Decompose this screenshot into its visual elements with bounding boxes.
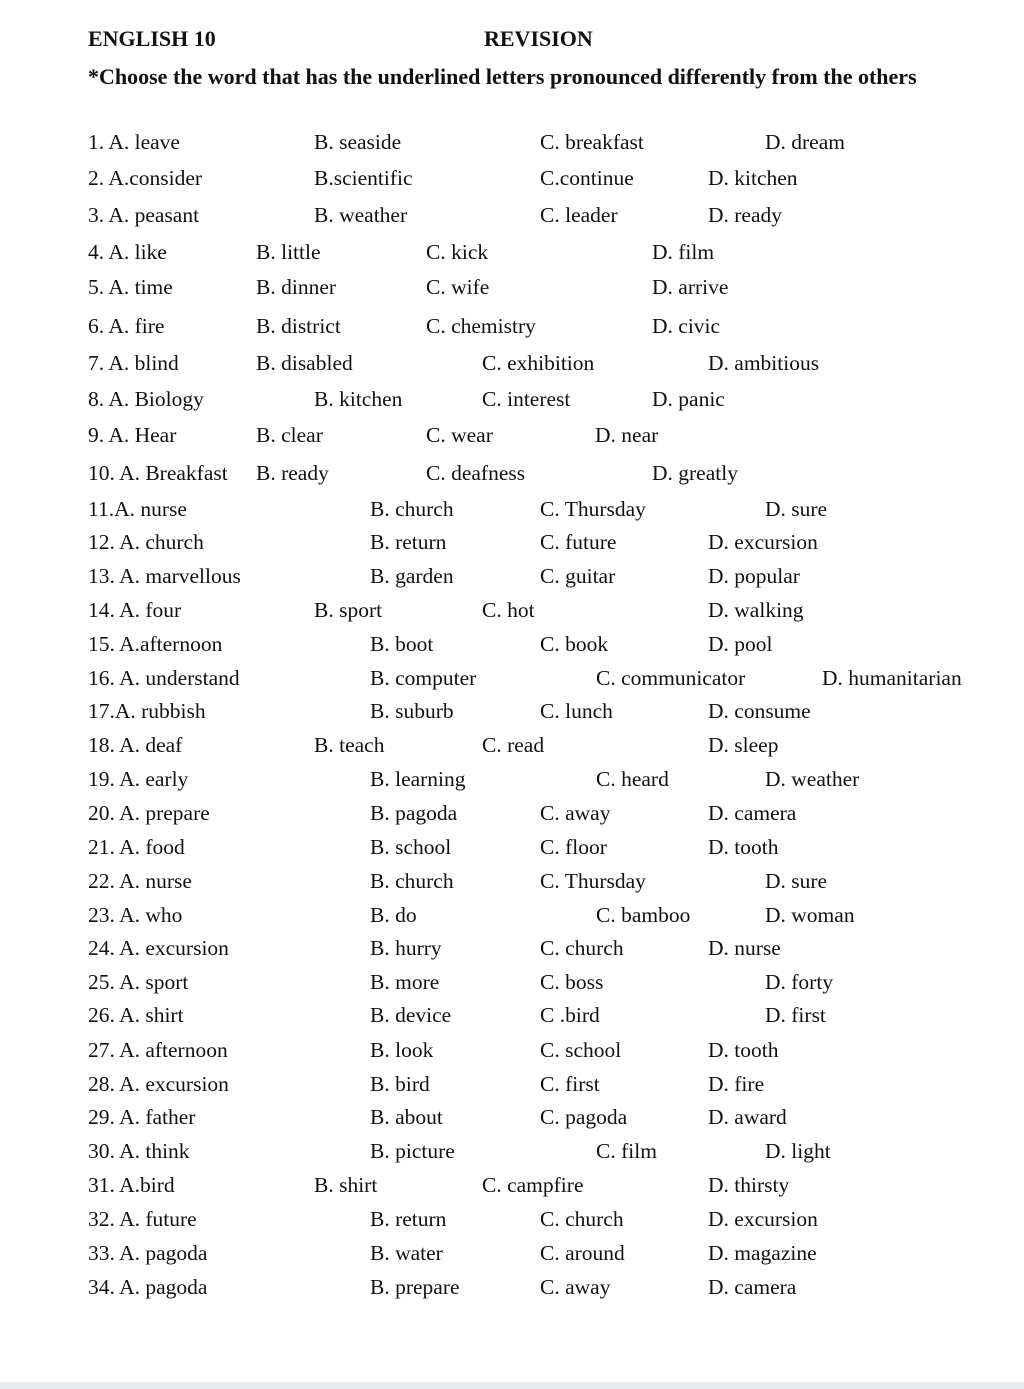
question-26-option-d: D. first <box>765 1003 826 1027</box>
question-row-14 <box>0 596 1024 626</box>
question-16-option-d: D. humanitarian <box>822 666 962 690</box>
question-29-option-a: 29. A. father <box>88 1105 196 1129</box>
question-row-25 <box>0 968 1024 998</box>
question-16-option-c: C. communicator <box>596 666 746 690</box>
question-10-option-a: 10. A. Breakfast <box>88 461 228 485</box>
question-34-option-c: C. away <box>540 1275 611 1299</box>
question-23-option-b: B. do <box>370 903 417 927</box>
question-21-option-d: D. tooth <box>708 835 779 859</box>
question-8-option-c: C. interest <box>482 387 571 411</box>
question-row-13 <box>0 562 1024 592</box>
question-29-option-c: C. pagoda <box>540 1105 628 1129</box>
question-25-option-a: 25. A. sport <box>88 970 189 994</box>
question-33-option-a: 33. A. pagoda <box>88 1241 208 1265</box>
question-20-option-d: D. camera <box>708 801 797 825</box>
question-11-option-d: D. sure <box>765 497 828 521</box>
question-20-option-c: C. away <box>540 801 611 825</box>
question-7-option-a: 7. A. blind <box>88 351 179 375</box>
question-18-option-a: 18. A. deaf <box>88 733 183 757</box>
question-20-option-a: 20. A. prepare <box>88 801 210 825</box>
question-row-33 <box>0 1239 1024 1269</box>
question-row-23 <box>0 901 1024 931</box>
question-16-option-b: B. computer <box>370 666 477 690</box>
question-row-28 <box>0 1070 1024 1100</box>
question-9-option-c: C. wear <box>426 423 493 447</box>
question-33-option-b: B. water <box>370 1241 443 1265</box>
question-12-option-c: C. future <box>540 530 617 554</box>
question-11-option-b: B. church <box>370 497 454 521</box>
question-28-option-c: C. first <box>540 1072 600 1096</box>
question-17-option-a: 17.A. rubbish <box>88 699 206 723</box>
question-14-option-b: B. sport <box>314 598 383 622</box>
question-31-option-d: D. thirsty <box>708 1173 790 1197</box>
question-7-option-d: D. ambitious <box>708 351 820 375</box>
question-1-option-a: 1. A. leave <box>88 130 180 154</box>
question-23-option-a: 23. A. who <box>88 903 183 927</box>
question-row-26 <box>0 1001 1024 1031</box>
question-row-4 <box>0 238 1024 268</box>
question-12-option-b: B. return <box>370 530 447 554</box>
question-row-29 <box>0 1103 1024 1133</box>
question-10-option-c: C. deafness <box>426 461 526 485</box>
question-34-option-a: 34. A. pagoda <box>88 1275 208 1299</box>
question-3-option-a: 3. A. peasant <box>88 203 200 227</box>
question-5-option-d: D. arrive <box>652 275 729 299</box>
question-13-option-a: 13. A. marvellous <box>88 564 241 588</box>
question-26-option-b: B. device <box>370 1003 452 1027</box>
question-31-option-a: 31. A.bird <box>88 1173 175 1197</box>
question-29-option-b: B. about <box>370 1105 443 1129</box>
question-row-1 <box>0 128 1024 158</box>
question-26-option-c: C .bird <box>540 1003 600 1027</box>
question-15-option-a: 15. A.afternoon <box>88 632 223 656</box>
question-29-option-d: D. award <box>708 1105 787 1129</box>
question-8-option-b: B. kitchen <box>314 387 403 411</box>
question-row-2 <box>0 164 1024 194</box>
question-28-option-d: D. fire <box>708 1072 765 1096</box>
question-row-19 <box>0 765 1024 795</box>
question-25-option-c: C. boss <box>540 970 604 994</box>
question-22-option-d: D. sure <box>765 869 828 893</box>
question-24-option-a: 24. A. excursion <box>88 936 229 960</box>
question-row-18 <box>0 731 1024 761</box>
question-19-option-c: C. heard <box>596 767 669 791</box>
question-row-7 <box>0 349 1024 379</box>
question-5-option-b: B. dinner <box>256 275 337 299</box>
question-11-option-c: C. Thursday <box>540 497 646 521</box>
question-2-option-d: D. kitchen <box>708 166 798 190</box>
question-row-30 <box>0 1137 1024 1167</box>
question-12-option-a: 12. A. church <box>88 530 204 554</box>
question-31-option-c: C. campfire <box>482 1173 584 1197</box>
question-9-option-a: 9. A. Hear <box>88 423 177 447</box>
question-row-20 <box>0 799 1024 829</box>
question-6-option-d: D. civic <box>652 314 721 338</box>
question-row-10 <box>0 459 1024 489</box>
question-13-option-d: D. popular <box>708 564 800 588</box>
question-11-option-a: 11.A. nurse <box>88 497 187 521</box>
question-row-15 <box>0 630 1024 660</box>
question-3-option-b: B. weather <box>314 203 408 227</box>
question-22-option-b: B. church <box>370 869 454 893</box>
question-row-32 <box>0 1205 1024 1235</box>
question-25-option-b: B. more <box>370 970 440 994</box>
question-13-option-b: B. garden <box>370 564 454 588</box>
question-24-option-b: B. hurry <box>370 936 442 960</box>
question-row-8 <box>0 385 1024 415</box>
question-30-option-b: B. picture <box>370 1139 455 1163</box>
question-8-option-d: D. panic <box>652 387 725 411</box>
question-2-option-a: 2. A.consider <box>88 166 203 190</box>
question-33-option-d: D. magazine <box>708 1241 817 1265</box>
question-32-option-d: D. excursion <box>708 1207 818 1231</box>
question-9-option-b: B. clear <box>256 423 323 447</box>
question-row-9 <box>0 421 1024 451</box>
question-14-option-d: D. walking <box>708 598 804 622</box>
question-4-option-a: 4. A. like <box>88 240 167 264</box>
bottom-border <box>0 1382 1024 1389</box>
question-row-31 <box>0 1171 1024 1201</box>
question-15-option-c: C. book <box>540 632 609 656</box>
question-24-option-c: C. church <box>540 936 624 960</box>
question-8-option-a: 8. A. Biology <box>88 387 204 411</box>
question-28-option-a: 28. A. excursion <box>88 1072 229 1096</box>
question-row-3 <box>0 201 1024 231</box>
question-15-option-d: D. pool <box>708 632 773 656</box>
question-row-22 <box>0 867 1024 897</box>
question-23-option-c: C. bamboo <box>596 903 691 927</box>
question-row-17 <box>0 697 1024 727</box>
question-1-option-d: D. dream <box>765 130 845 154</box>
question-22-option-c: C. Thursday <box>540 869 646 893</box>
question-14-option-a: 14. A. four <box>88 598 182 622</box>
question-10-option-d: D. greatly <box>652 461 738 485</box>
question-15-option-b: B. boot <box>370 632 434 656</box>
question-row-24 <box>0 934 1024 964</box>
question-34-option-b: B. prepare <box>370 1275 460 1299</box>
question-4-option-b: B. little <box>256 240 321 264</box>
question-20-option-b: B. pagoda <box>370 801 458 825</box>
question-27-option-b: B. look <box>370 1038 434 1062</box>
question-23-option-d: D. woman <box>765 903 855 927</box>
question-27-option-a: 27. A. afternoon <box>88 1038 228 1062</box>
question-7-option-b: B. disabled <box>256 351 353 375</box>
question-7-option-c: C. exhibition <box>482 351 595 375</box>
question-18-option-c: C. read <box>482 733 545 757</box>
question-24-option-d: D. nurse <box>708 936 781 960</box>
question-row-5 <box>0 273 1024 303</box>
question-18-option-b: B. teach <box>314 733 385 757</box>
question-17-option-d: D. consume <box>708 699 811 723</box>
question-row-12 <box>0 528 1024 558</box>
question-14-option-c: C. hot <box>482 598 535 622</box>
question-18-option-d: D. sleep <box>708 733 779 757</box>
question-row-21 <box>0 833 1024 863</box>
question-5-option-a: 5. A. time <box>88 275 173 299</box>
question-28-option-b: B. bird <box>370 1072 430 1096</box>
question-32-option-b: B. return <box>370 1207 447 1231</box>
question-4-option-c: C. kick <box>426 240 489 264</box>
question-16-option-a: 16. A. understand <box>88 666 240 690</box>
question-19-option-d: D. weather <box>765 767 860 791</box>
question-30-option-a: 30. A. think <box>88 1139 190 1163</box>
instruction-text: *Choose the word that has the underlined letters pronounced differently from the others <box>88 64 917 89</box>
question-1-option-b: B. seaside <box>314 130 402 154</box>
question-3-option-c: C. leader <box>540 203 618 227</box>
question-row-27 <box>0 1036 1024 1066</box>
question-9-option-d: D. near <box>595 423 659 447</box>
question-19-option-b: B. learning <box>370 767 466 791</box>
question-17-option-c: C. lunch <box>540 699 613 723</box>
question-33-option-c: C. around <box>540 1241 625 1265</box>
question-32-option-c: C. church <box>540 1207 624 1231</box>
question-27-option-d: D. tooth <box>708 1038 779 1062</box>
question-row-16 <box>0 664 1024 694</box>
question-19-option-a: 19. A. early <box>88 767 189 791</box>
question-26-option-a: 26. A. shirt <box>88 1003 184 1027</box>
question-32-option-a: 32. A. future <box>88 1207 197 1231</box>
question-34-option-d: D. camera <box>708 1275 797 1299</box>
question-1-option-c: C. breakfast <box>540 130 644 154</box>
question-row-11 <box>0 495 1024 525</box>
question-6-option-a: 6. A. fire <box>88 314 165 338</box>
question-6-option-c: C. chemistry <box>426 314 536 338</box>
question-5-option-c: C. wife <box>426 275 490 299</box>
question-17-option-b: B. suburb <box>370 699 454 723</box>
question-4-option-d: D. film <box>652 240 715 264</box>
question-30-option-c: C. film <box>596 1139 657 1163</box>
subject-heading: ENGLISH 10 <box>88 26 216 51</box>
question-21-option-a: 21. A. food <box>88 835 185 859</box>
question-21-option-c: C. floor <box>540 835 607 859</box>
question-12-option-d: D. excursion <box>708 530 818 554</box>
question-row-6 <box>0 312 1024 342</box>
question-25-option-d: D. forty <box>765 970 834 994</box>
question-27-option-c: C. school <box>540 1038 622 1062</box>
question-3-option-d: D. ready <box>708 203 783 227</box>
question-13-option-c: C. guitar <box>540 564 616 588</box>
question-30-option-d: D. light <box>765 1139 831 1163</box>
question-22-option-a: 22. A. nurse <box>88 869 192 893</box>
question-31-option-b: B. shirt <box>314 1173 378 1197</box>
question-6-option-b: B. district <box>256 314 341 338</box>
question-10-option-b: B. ready <box>256 461 329 485</box>
page-title: REVISION <box>484 26 593 51</box>
question-2-option-b: B.scientific <box>314 166 413 190</box>
question-2-option-c: C.continue <box>540 166 634 190</box>
question-row-34 <box>0 1273 1024 1303</box>
question-21-option-b: B. school <box>370 835 452 859</box>
